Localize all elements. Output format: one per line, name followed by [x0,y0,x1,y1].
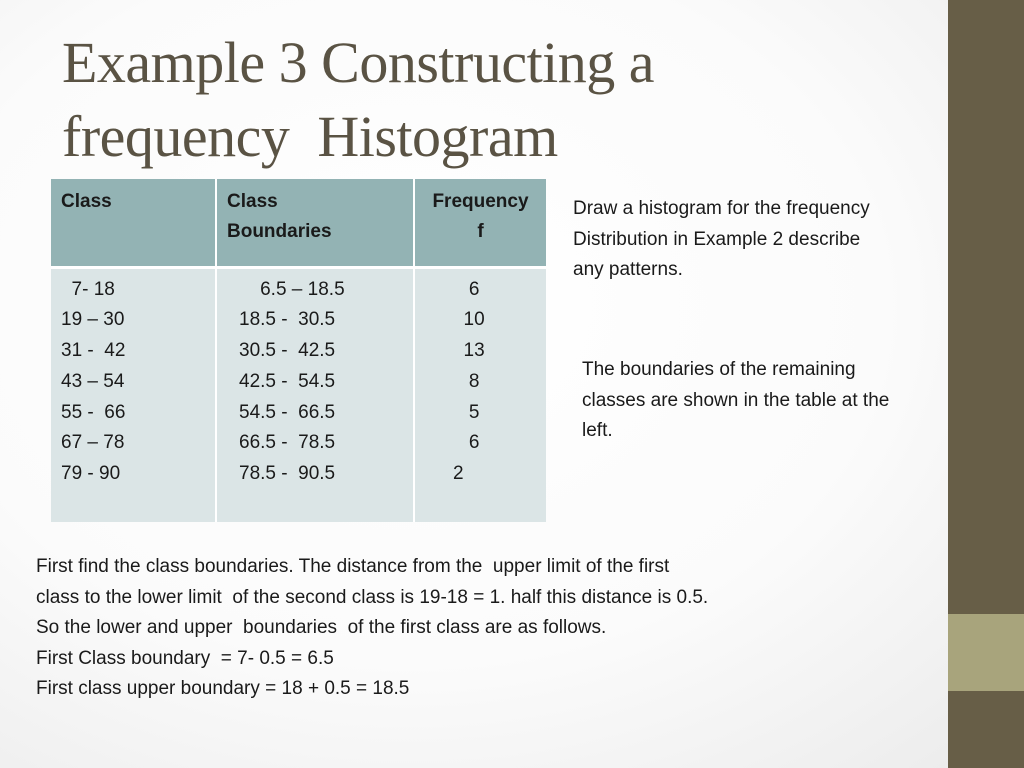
class-cell: 43 – 54 [61,370,125,392]
sidebar-accent-block [948,614,1024,691]
frequency-cell: 13 [453,340,485,362]
boundary-cell: 66.5 - 78.5 [239,432,336,454]
table-header-row [51,179,546,267]
table-body-row [51,267,546,522]
class-cell: 19 – 30 [61,309,125,331]
slide-title-line-1: Example 3 Constructing a [62,30,655,95]
class-cell: 79 - 90 [61,463,121,485]
explanation-line: class to the lower limit of the second class is 19-18 = 1. half this distance is 0.5. [36,586,709,608]
frequency-cell: 2 [453,463,464,485]
instruction-note: Draw a histogram for the frequency Distribution in Example 2 describe any patterns. [573,198,870,280]
slide-title [62,26,922,174]
frequency-cell: 6 [453,278,480,300]
explanation-line: First class upper boundary = 18 + 0.5 = 18.5 [36,678,410,700]
explanation-line: So the lower and upper boundaries of the first class are as follows. [36,617,607,639]
explanation-line: First Class boundary = 7- 0.5 = 6.5 [36,647,334,669]
header-boundaries-line-1: Class [227,191,278,212]
boundary-cell: 6.5 – 18.5 [239,278,345,300]
class-cell: 7- 18 [61,278,115,300]
explanation-text [36,552,936,705]
frequency-cell: 6 [453,432,480,454]
frequency-cell: 10 [453,309,485,331]
boundaries-note: The boundaries of the remaining classes are shown in the table at the left. [582,359,890,441]
class-cell: 55 - 66 [61,401,126,423]
boundary-cell: 78.5 - 90.5 [239,463,336,485]
slide-title-line-2: frequency Histogram [62,104,558,169]
header-class-boundaries [216,179,414,267]
header-boundaries-line-2: Boundaries [227,221,332,242]
class-cell: 67 – 78 [61,432,125,454]
frequency-cell: 5 [453,401,480,423]
frequency-column [414,267,546,522]
class-cell: 31 - 42 [61,340,126,362]
frequency-table [51,179,546,522]
boundary-cell: 30.5 - 42.5 [239,340,336,362]
explanation-line: First find the class boundaries. The distance from the upper limit of the first [36,556,670,577]
header-frequency-line-2: f [477,221,484,242]
header-class-label: Class [61,191,112,212]
header-frequency-line-1: Frequency [432,191,529,212]
boundary-cell: 18.5 - 30.5 [239,309,336,331]
header-class [51,179,216,267]
boundary-cell: 42.5 - 54.5 [239,370,336,392]
boundary-cell: 54.5 - 66.5 [239,401,336,423]
header-frequency [414,179,546,267]
class-column [51,267,216,522]
frequency-cell: 8 [453,370,480,392]
boundaries-column [216,267,414,522]
